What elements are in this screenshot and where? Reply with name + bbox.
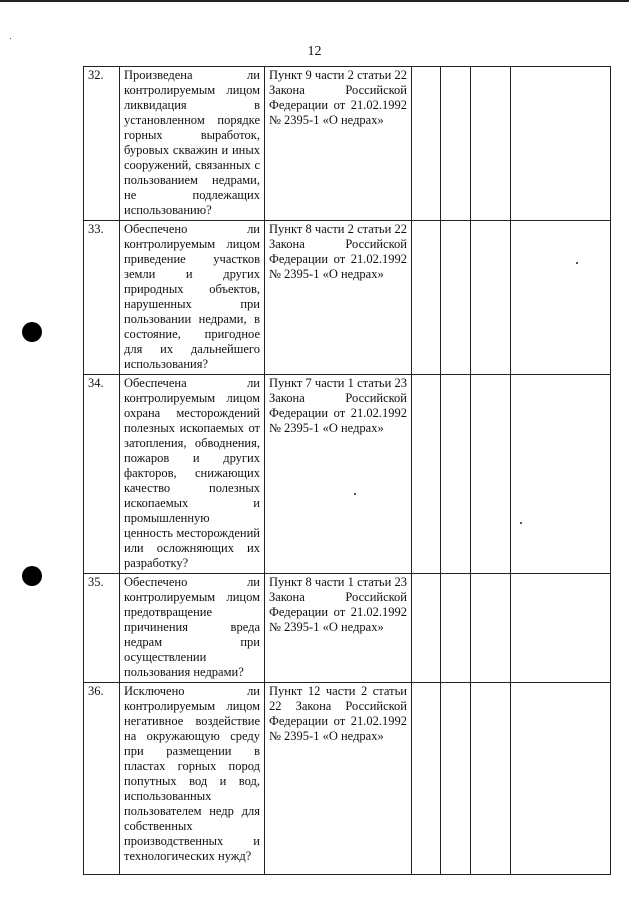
- table-row: [84, 574, 611, 683]
- row-number: 33.: [84, 221, 120, 375]
- answer-cell-na: [471, 683, 511, 875]
- answer-cell-na: [471, 375, 511, 574]
- answer-cell-na: [471, 221, 511, 375]
- legal-reference: Пункт 12 части 2 статьи 22 Закона Российской Федерации от 21.02.1992 № 2395-1 «О недрах»: [265, 683, 412, 875]
- answer-cell-yes: [412, 574, 441, 683]
- table-row: [84, 221, 611, 375]
- legal-reference: Пункт 8 части 1 статьи 23 Закона Российской Федерации от 21.02.1992 № 2395-1 «О недрах»: [265, 574, 412, 683]
- legal-reference: Пункт 8 части 2 статьи 22 Закона Российской Федерации от 21.02.1992 № 2395-1 «О недрах»: [265, 221, 412, 375]
- table-row: [84, 67, 611, 221]
- row-number: 36.: [84, 683, 120, 875]
- legal-reference: Пункт 9 части 2 статьи 22 Закона Российской Федерации от 21.02.1992 № 2395-1 «О недрах»: [265, 67, 412, 221]
- answer-cell-no: [441, 67, 471, 221]
- notes-cell: [511, 67, 611, 221]
- table-row: [84, 375, 611, 574]
- row-number: 32.: [84, 67, 120, 221]
- page-top-border: [0, 0, 629, 2]
- legal-reference: Пункт 7 части 1 статьи 23 Закона Российской Федерации от 21.02.1992 № 2395-1 «О недрах»: [265, 375, 412, 574]
- notes-cell: [511, 683, 611, 875]
- requirement-question: Обеспечена ли контролируемым лицом охрана месторождений полезных ископаемых от затопления, обводнения, пожаров и других факторов, снижающих качество полезных ископаемых и промышленную ценность месторождений или осложняющих их разработку?: [120, 375, 265, 574]
- answer-cell-no: [441, 375, 471, 574]
- requirement-question: Произведена ли контролируемым лицом ликвидация в установленном порядке горных выработок, буровых скважин и иных сооружений, связанных с пользованием недрами, не подлежащих использованию?: [120, 67, 265, 221]
- requirement-question: Обеспечено ли контролируемым лицом предотвращение причинения вреда недрам при осуществлении пользования недрами?: [120, 574, 265, 683]
- answer-cell-yes: [412, 221, 441, 375]
- answer-cell-yes: [412, 375, 441, 574]
- answer-cell-no: [441, 683, 471, 875]
- page-number: 12: [307, 44, 322, 59]
- answer-cell-no: [441, 221, 471, 375]
- requirement-question: Обеспечено ли контролируемым лицом приведение участков земли и других природных объектов, нарушенных при пользовании недрами, в состояние, пригодное для их дальнейшего использования?: [120, 221, 265, 375]
- notes-cell: [511, 375, 611, 574]
- row-number: 34.: [84, 375, 120, 574]
- hole-punch-mark: [22, 322, 42, 342]
- requirement-question: Исключено ли контролируемым лицом негативное воздействие на окружающую среду при размещении в пластах горных пород попутных вод и вод, использованных пользователем недр для собственных производственных и технологических нужд?: [120, 683, 265, 875]
- answer-cell-yes: [412, 683, 441, 875]
- checklist-table: [83, 66, 611, 875]
- notes-cell: [511, 574, 611, 683]
- row-number: 35.: [84, 574, 120, 683]
- answer-cell-na: [471, 67, 511, 221]
- answer-cell-na: [471, 574, 511, 683]
- table-row: [84, 683, 611, 875]
- hole-punch-mark: [22, 566, 42, 586]
- notes-cell: [511, 221, 611, 375]
- scan-speck: [10, 38, 11, 39]
- answer-cell-yes: [412, 67, 441, 221]
- answer-cell-no: [441, 574, 471, 683]
